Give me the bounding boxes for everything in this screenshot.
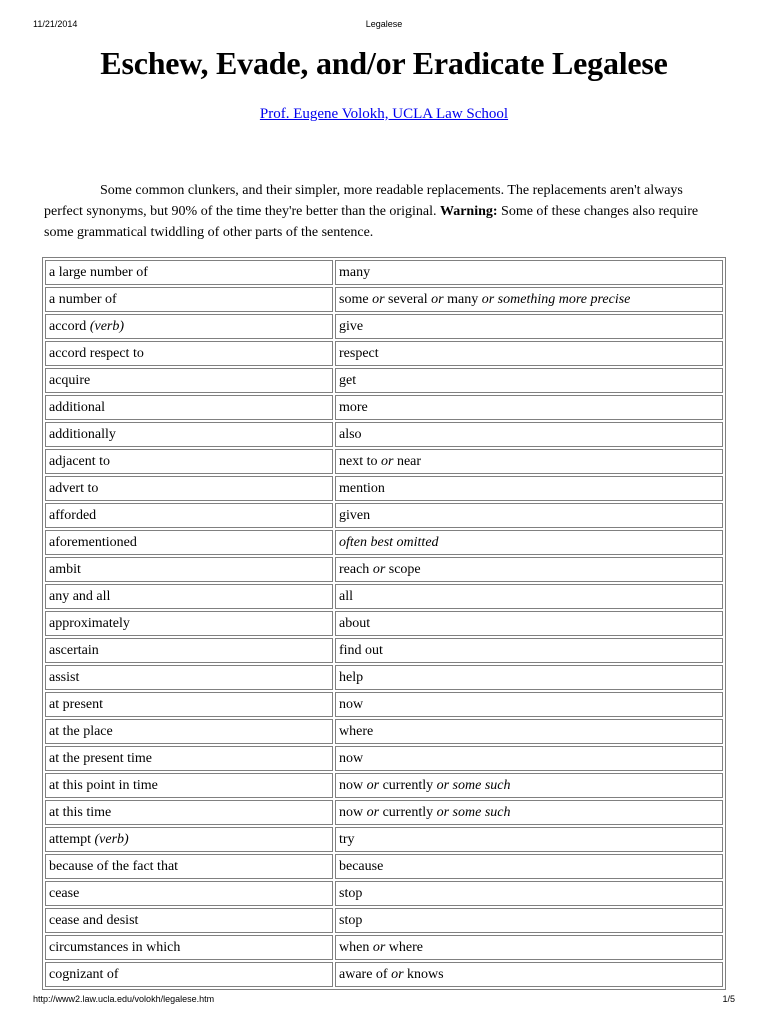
term-cell-text: at this time	[49, 804, 112, 820]
replacement-cell-text: find out	[339, 642, 383, 658]
replacement-cell-text: stop	[339, 885, 363, 901]
table-row	[45, 422, 723, 447]
term-cell-text: at present	[49, 696, 104, 712]
replacement-cell-text: some	[339, 291, 373, 307]
table-row	[45, 692, 723, 717]
term-cell	[45, 827, 333, 852]
table-row	[45, 935, 723, 960]
term-cell	[45, 692, 333, 717]
term-cell	[45, 503, 333, 528]
replacement-cell	[335, 476, 723, 501]
table-row	[45, 908, 723, 933]
term-cell	[45, 908, 333, 933]
term-cell	[45, 368, 333, 393]
page-title: Eschew, Evade, and/or Eradicate Legalese	[100, 45, 668, 81]
term-cell	[45, 449, 333, 474]
intro-text: Some common clunkers, and their simpler, more readable replacements. The replacements aren't always perfect synonyms, but 90% of the time they're better than the original.	[44, 183, 683, 219]
print-footer	[0, 994, 768, 1008]
replacement-cell-text: try	[339, 831, 355, 847]
replacement-cell-text: next to	[339, 453, 381, 469]
print-header	[0, 19, 768, 33]
replacement-cell-text: where	[339, 723, 374, 739]
term-cell-text: advert to	[49, 480, 99, 496]
replacement-cell	[335, 341, 723, 366]
replacement-cell-text: or	[372, 561, 386, 577]
replacement-cell-text: now	[339, 750, 364, 766]
replacement-cell-text: reach	[339, 561, 373, 577]
term-cell	[45, 854, 333, 879]
term-cell	[45, 773, 333, 798]
replacement-cell-text: help	[339, 669, 364, 685]
term-cell	[45, 935, 333, 960]
term-cell-text: aforementioned	[49, 534, 137, 550]
term-cell-text: at the place	[49, 723, 113, 739]
term-cell-text: because of the fact that	[49, 858, 179, 874]
replacement-cell-text: now	[339, 777, 367, 793]
term-cell	[45, 395, 333, 420]
term-cell-text: additional	[49, 399, 105, 415]
warning-text: Some of these changes also require some grammatical twiddling of other parts of the sentence.	[44, 204, 699, 240]
term-cell	[45, 314, 333, 339]
term-cell-text: (verb)	[94, 831, 129, 847]
term-cell	[45, 881, 333, 906]
replacement-cell-text: respect	[339, 345, 379, 361]
legalese-table-body	[45, 260, 723, 987]
replacement-cell	[335, 503, 723, 528]
replacement-cell	[335, 962, 723, 987]
table-row	[45, 665, 723, 690]
replacement-cell	[335, 314, 723, 339]
replacement-cell-text: aware of	[339, 966, 392, 982]
replacement-cell-text: get	[339, 372, 357, 388]
term-cell-text: attempt	[49, 831, 95, 847]
replacement-cell	[335, 422, 723, 447]
replacement-cell	[335, 854, 723, 879]
replacement-cell	[335, 935, 723, 960]
term-cell-text: ambit	[49, 561, 81, 577]
replacement-cell	[335, 800, 723, 825]
term-cell-text: a large number of	[49, 264, 148, 280]
table-row	[45, 746, 723, 771]
print-url: http://www2.law.ucla.edu/volokh/legalese.htm	[33, 994, 215, 1004]
table-row	[45, 287, 723, 312]
replacement-cell	[335, 827, 723, 852]
table-row	[45, 449, 723, 474]
term-cell-text: cease	[49, 885, 80, 901]
replacement-cell-text: or	[372, 291, 385, 307]
term-cell-text: accord	[49, 318, 90, 334]
replacement-cell-text: knows	[403, 966, 444, 982]
intro-paragraph	[44, 180, 724, 243]
table-row	[45, 962, 723, 987]
table-row	[45, 881, 723, 906]
table-row	[45, 827, 723, 852]
table-row	[45, 314, 723, 339]
table-row	[45, 368, 723, 393]
replacement-cell-text: or	[366, 777, 380, 793]
replacement-cell-text: stop	[339, 912, 363, 928]
term-cell-text: approximately	[49, 615, 130, 631]
term-cell-text: at the present time	[49, 750, 153, 766]
replacement-cell-text: often best omitted	[339, 534, 439, 550]
table-row	[45, 530, 723, 555]
table-row	[45, 341, 723, 366]
replacement-cell	[335, 638, 723, 663]
print-date: 11/21/2014	[33, 19, 78, 29]
replacement-cell	[335, 368, 723, 393]
replacement-cell-text: scope	[385, 561, 421, 577]
replacement-cell-text: or something more precise	[481, 291, 631, 307]
replacement-cell	[335, 881, 723, 906]
replacement-cell-text: give	[339, 318, 364, 334]
replacement-cell	[335, 584, 723, 609]
table-row	[45, 260, 723, 285]
term-cell	[45, 260, 333, 285]
term-cell-text: circumstances in which	[49, 939, 181, 955]
term-cell	[45, 962, 333, 987]
replacement-cell-text: now	[339, 696, 364, 712]
term-cell	[45, 665, 333, 690]
replacement-cell-text: near	[393, 453, 422, 469]
table-row	[45, 638, 723, 663]
term-cell	[45, 638, 333, 663]
term-cell-text: cognizant of	[49, 966, 119, 982]
replacement-cell	[335, 665, 723, 690]
replacement-cell-text: or	[366, 804, 380, 820]
replacement-cell	[335, 449, 723, 474]
term-cell-text: acquire	[49, 372, 91, 388]
replacement-cell	[335, 287, 723, 312]
table-row	[45, 476, 723, 501]
replacement-cell-text: more	[339, 399, 368, 415]
replacement-cell-text: because	[339, 858, 384, 874]
table-row	[45, 719, 723, 744]
author-line	[0, 106, 768, 123]
replacement-cell-text: many	[339, 264, 371, 280]
table-row	[45, 800, 723, 825]
warning-label: Warning:	[439, 204, 498, 219]
term-cell-text: (verb)	[89, 318, 125, 334]
replacement-cell-text: or	[431, 291, 444, 307]
replacement-cell	[335, 908, 723, 933]
table-row	[45, 584, 723, 609]
term-cell-text: cease and desist	[49, 912, 139, 928]
replacement-cell-text: when	[339, 939, 373, 955]
table-row	[45, 395, 723, 420]
term-cell	[45, 557, 333, 582]
term-cell-text: any and all	[49, 588, 111, 604]
replacement-cell-text: or	[381, 453, 394, 469]
replacement-cell-text: currently	[379, 804, 437, 820]
term-cell	[45, 476, 333, 501]
table-row	[45, 503, 723, 528]
term-cell-text: ascertain	[49, 642, 99, 658]
replacement-cell-text: about	[339, 615, 371, 631]
replacement-cell	[335, 746, 723, 771]
author-link[interactable]: Prof. Eugene Volokh, UCLA Law School	[259, 106, 509, 122]
table-row	[45, 773, 723, 798]
replacement-cell-text: or	[372, 939, 386, 955]
print-page-title: Legalese	[365, 19, 403, 29]
term-cell-text: afforded	[49, 507, 97, 523]
replacement-cell	[335, 557, 723, 582]
term-cell	[45, 287, 333, 312]
term-cell-text: adjacent to	[49, 453, 111, 469]
replacement-cell-text: given	[339, 507, 371, 523]
term-cell	[45, 611, 333, 636]
replacement-cell	[335, 719, 723, 744]
term-cell	[45, 746, 333, 771]
replacement-cell-text: also	[339, 426, 362, 442]
term-cell	[45, 530, 333, 555]
replacement-cell-text: mention	[339, 480, 385, 496]
replacement-cell	[335, 692, 723, 717]
replacement-cell-text: where	[385, 939, 423, 955]
term-cell-text: at this point in time	[49, 777, 158, 793]
replacement-cell-text: many	[443, 291, 482, 307]
replacement-cell-text: or some such	[436, 804, 511, 820]
replacement-cell-text: now	[339, 804, 367, 820]
replacement-cell	[335, 530, 723, 555]
term-cell	[45, 341, 333, 366]
term-cell-text: additionally	[49, 426, 116, 442]
term-cell	[45, 422, 333, 447]
term-cell	[45, 584, 333, 609]
table-row	[45, 557, 723, 582]
replacement-cell	[335, 773, 723, 798]
replacement-cell-text: all	[339, 588, 353, 604]
replacement-cell-text: several	[384, 291, 432, 307]
replacement-cell-text: currently	[379, 777, 437, 793]
replacement-cell-text: or	[391, 966, 404, 982]
replacement-cell	[335, 260, 723, 285]
page-number: 1/5	[722, 994, 735, 1004]
table-row	[45, 611, 723, 636]
replacement-cell-text: or some such	[436, 777, 511, 793]
term-cell-text: accord respect to	[49, 345, 144, 361]
replacement-cell	[335, 395, 723, 420]
term-cell-text: a number of	[49, 291, 117, 307]
table-row	[45, 854, 723, 879]
term-cell	[45, 800, 333, 825]
replacement-cell	[335, 611, 723, 636]
term-cell	[45, 719, 333, 744]
term-cell-text: assist	[49, 669, 80, 685]
legalese-table	[42, 257, 726, 990]
